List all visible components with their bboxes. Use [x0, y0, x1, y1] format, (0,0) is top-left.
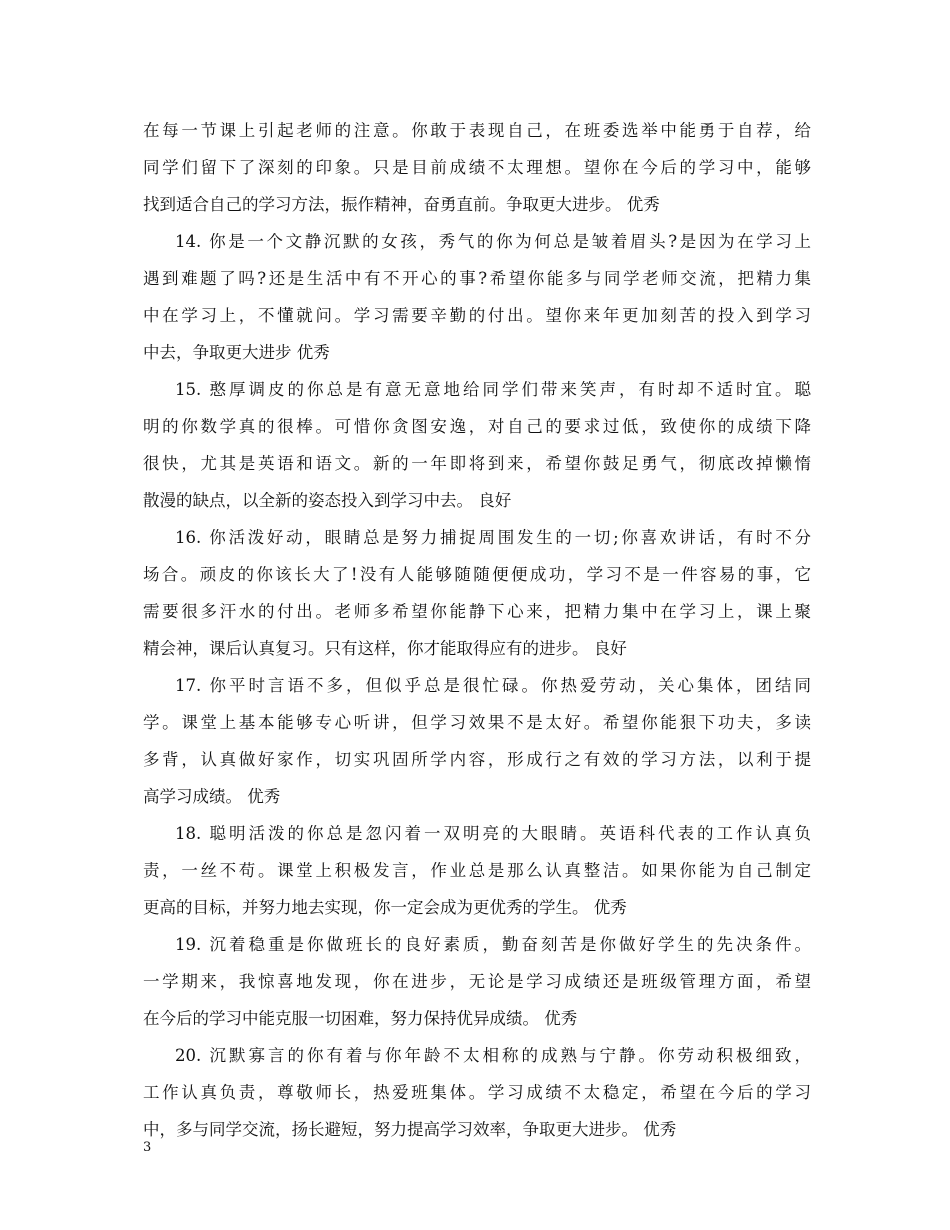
text-line: 需要很多汗水的付出。老师多希望你能静下心来，把精力集中在学习上，课上聚: [143, 602, 811, 621]
text-line: 更高的目标，并努力地去实现，你一定会成为更优秀的学生。 优秀: [143, 898, 627, 917]
text-line: 明的你数学真的很棒。可惜你贪图安逸，对自己的要求过低，致使你的成绩下降: [143, 417, 811, 436]
text-line: 一学期来，我惊喜地发现，你在进步，无论是学习成绩还是班级管理方面，希望: [143, 972, 811, 991]
text-line: 高学习成绩。 优秀: [143, 787, 281, 806]
text-line: 场合。顽皮的你该长大了!没有人能够随随便便成功，学习不是一件容易的事，它: [143, 565, 811, 584]
text-line: 19. 沉着稳重是你做班长的良好素质，勤奋刻苦是你做好学生的先决条件。: [175, 935, 811, 954]
text-line: 在今后的学习中能克服一切困难，努力保持优异成绩。 优秀: [143, 1009, 578, 1028]
page-number: 3: [143, 1140, 152, 1155]
text-line: 17. 你平时言语不多，但似乎总是很忙碌。你热爱劳动，关心集体，团结同: [175, 676, 811, 695]
text-line: 责，一丝不苟。课堂上积极发言，作业总是那么认真整洁。如果你能为自己制定: [143, 861, 811, 880]
text-line: 中在学习上，不懂就问。学习需要辛勤的付出。望你来年更加刻苦的投入到学习: [143, 306, 811, 325]
text-line: 同学们留下了深刻的印象。只是目前成绩不太理想。望你在今后的学习中，能够: [143, 158, 811, 177]
text-line: 很快，尤其是英语和语文。新的一年即将到来，希望你鼓足勇气，彻底改掉懒惰: [143, 454, 811, 473]
text-line: 找到适合自己的学习方法，振作精神，奋勇直前。争取更大进步。 优秀: [143, 195, 660, 214]
text-line: 中，多与同学交流，扬长避短，努力提高学习效率，争取更大进步。 优秀: [143, 1120, 677, 1139]
body-text: [143, 112, 811, 1148]
text-line: 15. 憨厚调皮的你总是有意无意地给同学们带来笑声，有时却不适时宜。聪: [175, 380, 811, 399]
text-line: 在每一节课上引起老师的注意。你敢于表现自己，在班委选举中能勇于自荐，给: [143, 121, 811, 140]
text-line: 20. 沉默寡言的你有着与你年龄不太相称的成熟与宁静。你劳动积极细致，: [175, 1046, 811, 1065]
text-line: 中去，争取更大进步 优秀: [143, 343, 330, 362]
text-line: 工作认真负责，尊敬师长，热爱班集体。学习成绩不太稳定，希望在今后的学习: [143, 1083, 811, 1102]
text-line: 多背，认真做好家作，切实巩固所学内容，形成行之有效的学习方法，以利于提: [143, 750, 811, 769]
text-line: 18. 聪明活泼的你总是忽闪着一双明亮的大眼睛。英语科代表的工作认真负: [175, 824, 811, 843]
text-line: 14. 你是一个文静沉默的女孩，秀气的你为何总是皱着眉头?是因为在学习上: [175, 232, 811, 251]
text-line: 学。课堂上基本能够专心听讲，但学习效果不是太好。希望你能狠下功夫，多读: [143, 713, 811, 732]
text-line: 遇到难题了吗?还是生活中有不开心的事?希望你能多与同学老师交流，把精力集: [143, 269, 811, 288]
text-line: 16. 你活泼好动，眼睛总是努力捕捉周围发生的一切;你喜欢讲话，有时不分: [175, 528, 811, 547]
text-line: 精会神，课后认真复习。只有这样，你才能取得应有的进步。 良好: [143, 639, 627, 658]
text-line: 散漫的缺点，以全新的姿态投入到学习中去。 良好: [143, 491, 512, 510]
